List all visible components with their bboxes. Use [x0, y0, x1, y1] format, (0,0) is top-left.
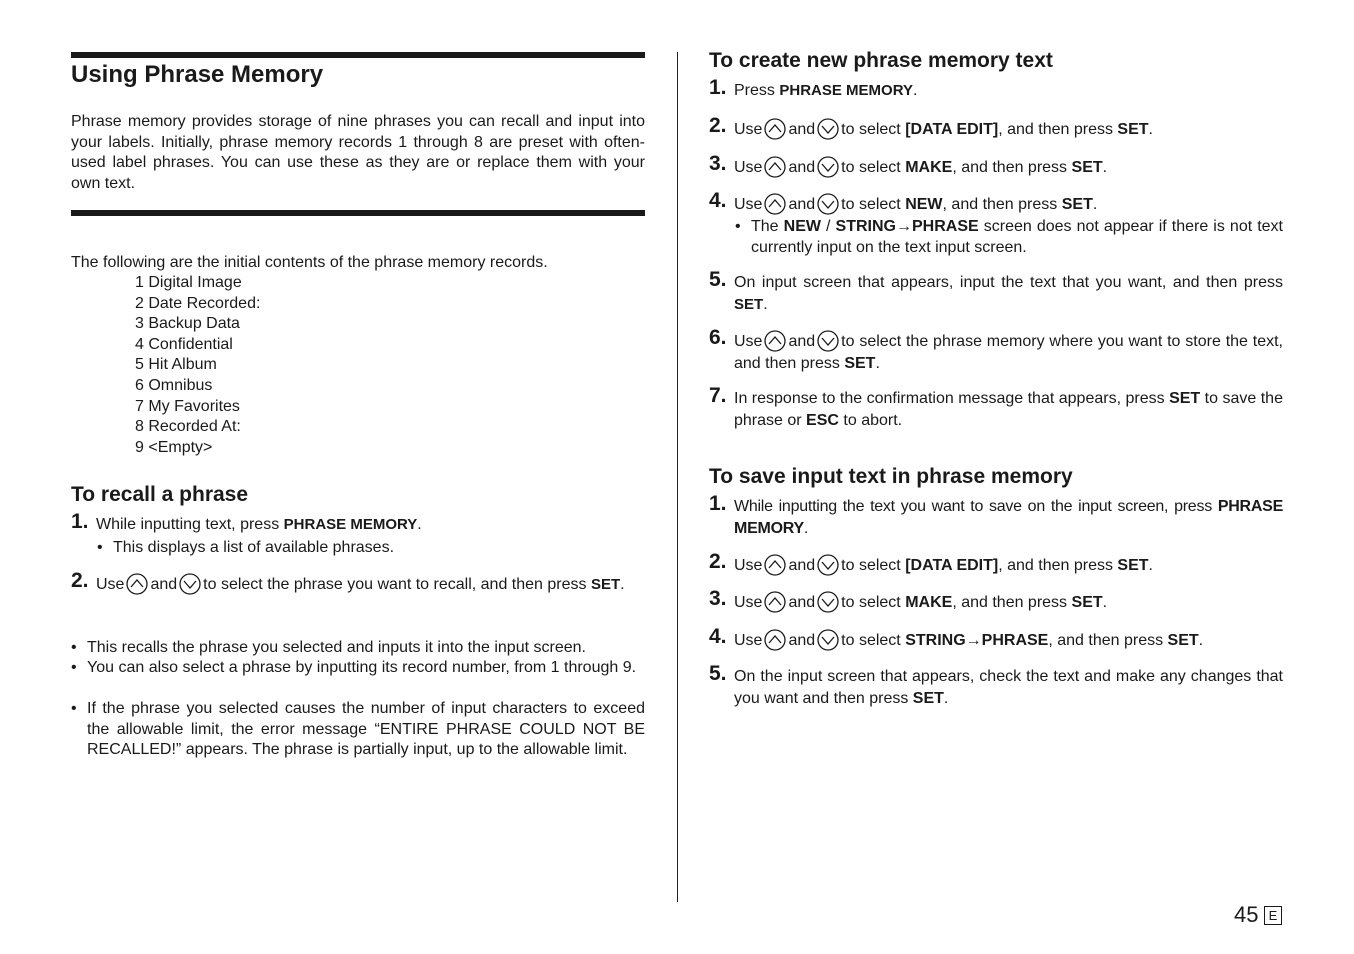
key-label: PHRASE MEMORY	[779, 82, 913, 99]
bullet-dot: •	[71, 700, 77, 717]
word: to select	[841, 159, 901, 176]
section-rule	[71, 210, 645, 216]
title-rule	[71, 52, 645, 58]
create-heading: To create new phrase memory text	[709, 49, 1053, 72]
step-text: On the input screen that appears, check the text and make any changes that you want and then press	[734, 668, 1283, 707]
word: , and then press	[942, 196, 1058, 213]
word: to select	[841, 557, 901, 574]
list-item: 1 Digital Image	[135, 274, 242, 291]
key-label: SET	[1117, 121, 1149, 138]
word: , and then press	[952, 594, 1068, 611]
menu-label: [DATA EDIT]	[905, 121, 999, 138]
down-arrow-icon	[817, 554, 839, 576]
punct: .	[875, 355, 880, 372]
key-label: SET	[1117, 557, 1149, 574]
records-intro: The following are the initial contents of the phrase memory records.	[71, 254, 548, 271]
step-number: 2.	[709, 550, 727, 573]
word: and	[788, 594, 816, 611]
down-arrow-icon	[817, 118, 839, 140]
word: Use	[734, 632, 763, 649]
word: Use	[734, 159, 763, 176]
step-number: 4.	[709, 625, 727, 648]
step-text: to save the phrase or	[734, 390, 1283, 429]
up-arrow-icon	[764, 629, 786, 651]
step-text: While inputting text, press	[96, 516, 280, 533]
word: , and then press	[1048, 632, 1164, 649]
punct: .	[1198, 632, 1204, 649]
punct: .	[1148, 121, 1153, 138]
word: Use	[734, 196, 763, 213]
save-heading: To save input text in phrase memory	[709, 465, 1073, 488]
key-label: ESC	[806, 412, 839, 429]
bullet-text: You can also select a phrase by inputting its record number, from 1 through 9.	[87, 659, 637, 676]
step-number: 5.	[709, 268, 727, 291]
word: , and then press	[952, 159, 1068, 176]
key-label: SET	[844, 355, 876, 372]
step-text: On input screen that appears, input the text that you want, and then press	[734, 274, 1283, 291]
step-number: 2.	[709, 114, 727, 137]
page-title: Using Phrase Memory	[71, 61, 324, 88]
key-label: SET	[1167, 632, 1199, 649]
intro-paragraph: Phrase memory provides storage of nine phrases you can recall and input into your labels. Initially, phrase memory records 1 through 8 are preset with often-used label phrases. You can use these as they are or replace them with your own text.	[71, 113, 645, 192]
step-number: 1.	[709, 76, 727, 99]
bullet-dot: •	[71, 639, 77, 656]
key-label: SET	[1071, 159, 1103, 176]
step-text: In response to the confirmation message that appears, press	[734, 390, 1165, 407]
step-number: 3.	[709, 152, 727, 175]
list-item: 9 <Empty>	[135, 438, 213, 456]
punct: .	[1102, 159, 1108, 176]
step-number: 2.	[71, 569, 89, 592]
bullet-text: This recalls the phrase you selected and inputs it into the input screen.	[87, 639, 586, 656]
down-arrow-icon	[817, 629, 839, 651]
up-arrow-icon	[764, 118, 786, 140]
punct: .	[803, 520, 809, 537]
punct: .	[1102, 594, 1108, 611]
down-arrow-icon	[817, 591, 839, 613]
recall-heading: To recall a phrase	[71, 483, 249, 506]
list-item: 8 Recorded At:	[135, 418, 241, 436]
page-number: 45	[1234, 902, 1259, 927]
word: and	[788, 159, 816, 176]
down-arrow-icon	[179, 573, 201, 595]
list-item: 3 Backup Data	[135, 315, 240, 333]
punct: .	[943, 690, 949, 707]
bullet-dot: •	[97, 539, 103, 556]
word: to select	[841, 121, 901, 138]
menu-label: STRING	[905, 632, 966, 649]
step-text: to select the phrase memory where you want to store the text, and then press	[734, 333, 1283, 372]
menu-label: PHRASE	[912, 218, 979, 235]
records-list	[135, 273, 260, 458]
word: to select	[841, 594, 901, 611]
punct: .	[1148, 557, 1153, 574]
menu-label: PHRASE	[981, 632, 1049, 649]
bullet-text: If the phrase you selected causes the number of input characters to exceed the allowable limit, the error message “ENTIRE PHRASE COULD NOT BE RECALLED!” appears. The phrase is partially input, up to the allowable limit.	[87, 700, 645, 758]
word: and	[788, 632, 816, 649]
down-arrow-icon	[817, 330, 839, 352]
step-number: 7.	[709, 384, 727, 407]
up-arrow-icon	[764, 330, 786, 352]
key-label: SET	[1071, 594, 1103, 611]
page-language-marker: E	[1264, 906, 1282, 925]
column-divider	[677, 52, 678, 902]
down-arrow-icon	[817, 156, 839, 178]
punct: .	[763, 296, 768, 313]
word: , and then press	[998, 557, 1113, 574]
up-arrow-icon	[764, 591, 786, 613]
punct: /	[826, 218, 831, 235]
recall-step-1	[71, 510, 645, 538]
up-arrow-icon	[764, 193, 786, 215]
up-arrow-icon	[764, 554, 786, 576]
down-arrow-icon	[817, 193, 839, 215]
list-item: 5 Hit Album	[135, 356, 217, 374]
list-item: 4 Confidential	[135, 335, 233, 353]
key-label: SET	[1169, 390, 1201, 407]
word: Use	[734, 594, 763, 611]
menu-label: MAKE	[905, 594, 953, 611]
word: and	[150, 576, 178, 593]
word: and	[788, 196, 816, 213]
step-number: 4.	[709, 189, 727, 212]
arrow-glyph: →	[965, 632, 982, 649]
menu-label: NEW	[783, 218, 821, 235]
step-text: Press	[734, 82, 775, 99]
step-number: 5.	[709, 662, 727, 685]
bullet-dot: •	[71, 659, 77, 676]
menu-label: MAKE	[905, 159, 953, 176]
step-number: 1.	[71, 510, 89, 533]
bullet-dot: •	[735, 218, 741, 235]
step-number: 6.	[709, 326, 727, 349]
arrow-glyph: →	[896, 218, 912, 235]
word: and	[788, 557, 816, 574]
list-item: 6 Omnibus	[135, 376, 213, 394]
up-arrow-icon	[764, 156, 786, 178]
word: and	[788, 121, 816, 138]
key-label: SET	[1061, 196, 1093, 213]
word: , and then press	[998, 121, 1113, 138]
step-number: 1.	[709, 492, 727, 515]
word: Use	[96, 576, 125, 593]
word: to select	[841, 196, 901, 213]
word: Use	[734, 121, 763, 138]
key-label: SET	[734, 296, 764, 313]
key-label: SET	[912, 690, 944, 707]
menu-label: NEW	[905, 196, 943, 213]
menu-label: STRING	[835, 218, 896, 235]
punct: .	[912, 82, 918, 99]
up-arrow-icon	[126, 573, 148, 595]
word: The	[751, 218, 779, 235]
punct: .	[1092, 196, 1098, 213]
step-text: While inputting the text you want to save on the input screen, press	[734, 498, 1212, 515]
punct: .	[620, 576, 625, 593]
key-label: PHRASE MEMORY	[734, 498, 1284, 537]
key-label: SET	[590, 576, 621, 593]
list-item: 7 My Favorites	[135, 397, 240, 415]
step-number: 3.	[709, 587, 727, 610]
punct: .	[417, 516, 422, 533]
step-text: to abort.	[843, 412, 903, 429]
word: Use	[734, 333, 763, 350]
word: to select	[841, 632, 901, 649]
word: and	[788, 333, 816, 350]
bullet-text: This displays a list of available phrases.	[113, 539, 395, 556]
bullet-text: screen does not appear if there is not text currently input on the text input screen.	[751, 218, 1284, 256]
menu-label: [DATA EDIT]	[905, 557, 999, 574]
key-label: PHRASE MEMORY	[283, 516, 418, 533]
word: Use	[734, 557, 763, 574]
step-text: to select the phrase you want to recall, and then press	[203, 576, 587, 593]
list-item: 2 Date Recorded:	[135, 294, 261, 312]
